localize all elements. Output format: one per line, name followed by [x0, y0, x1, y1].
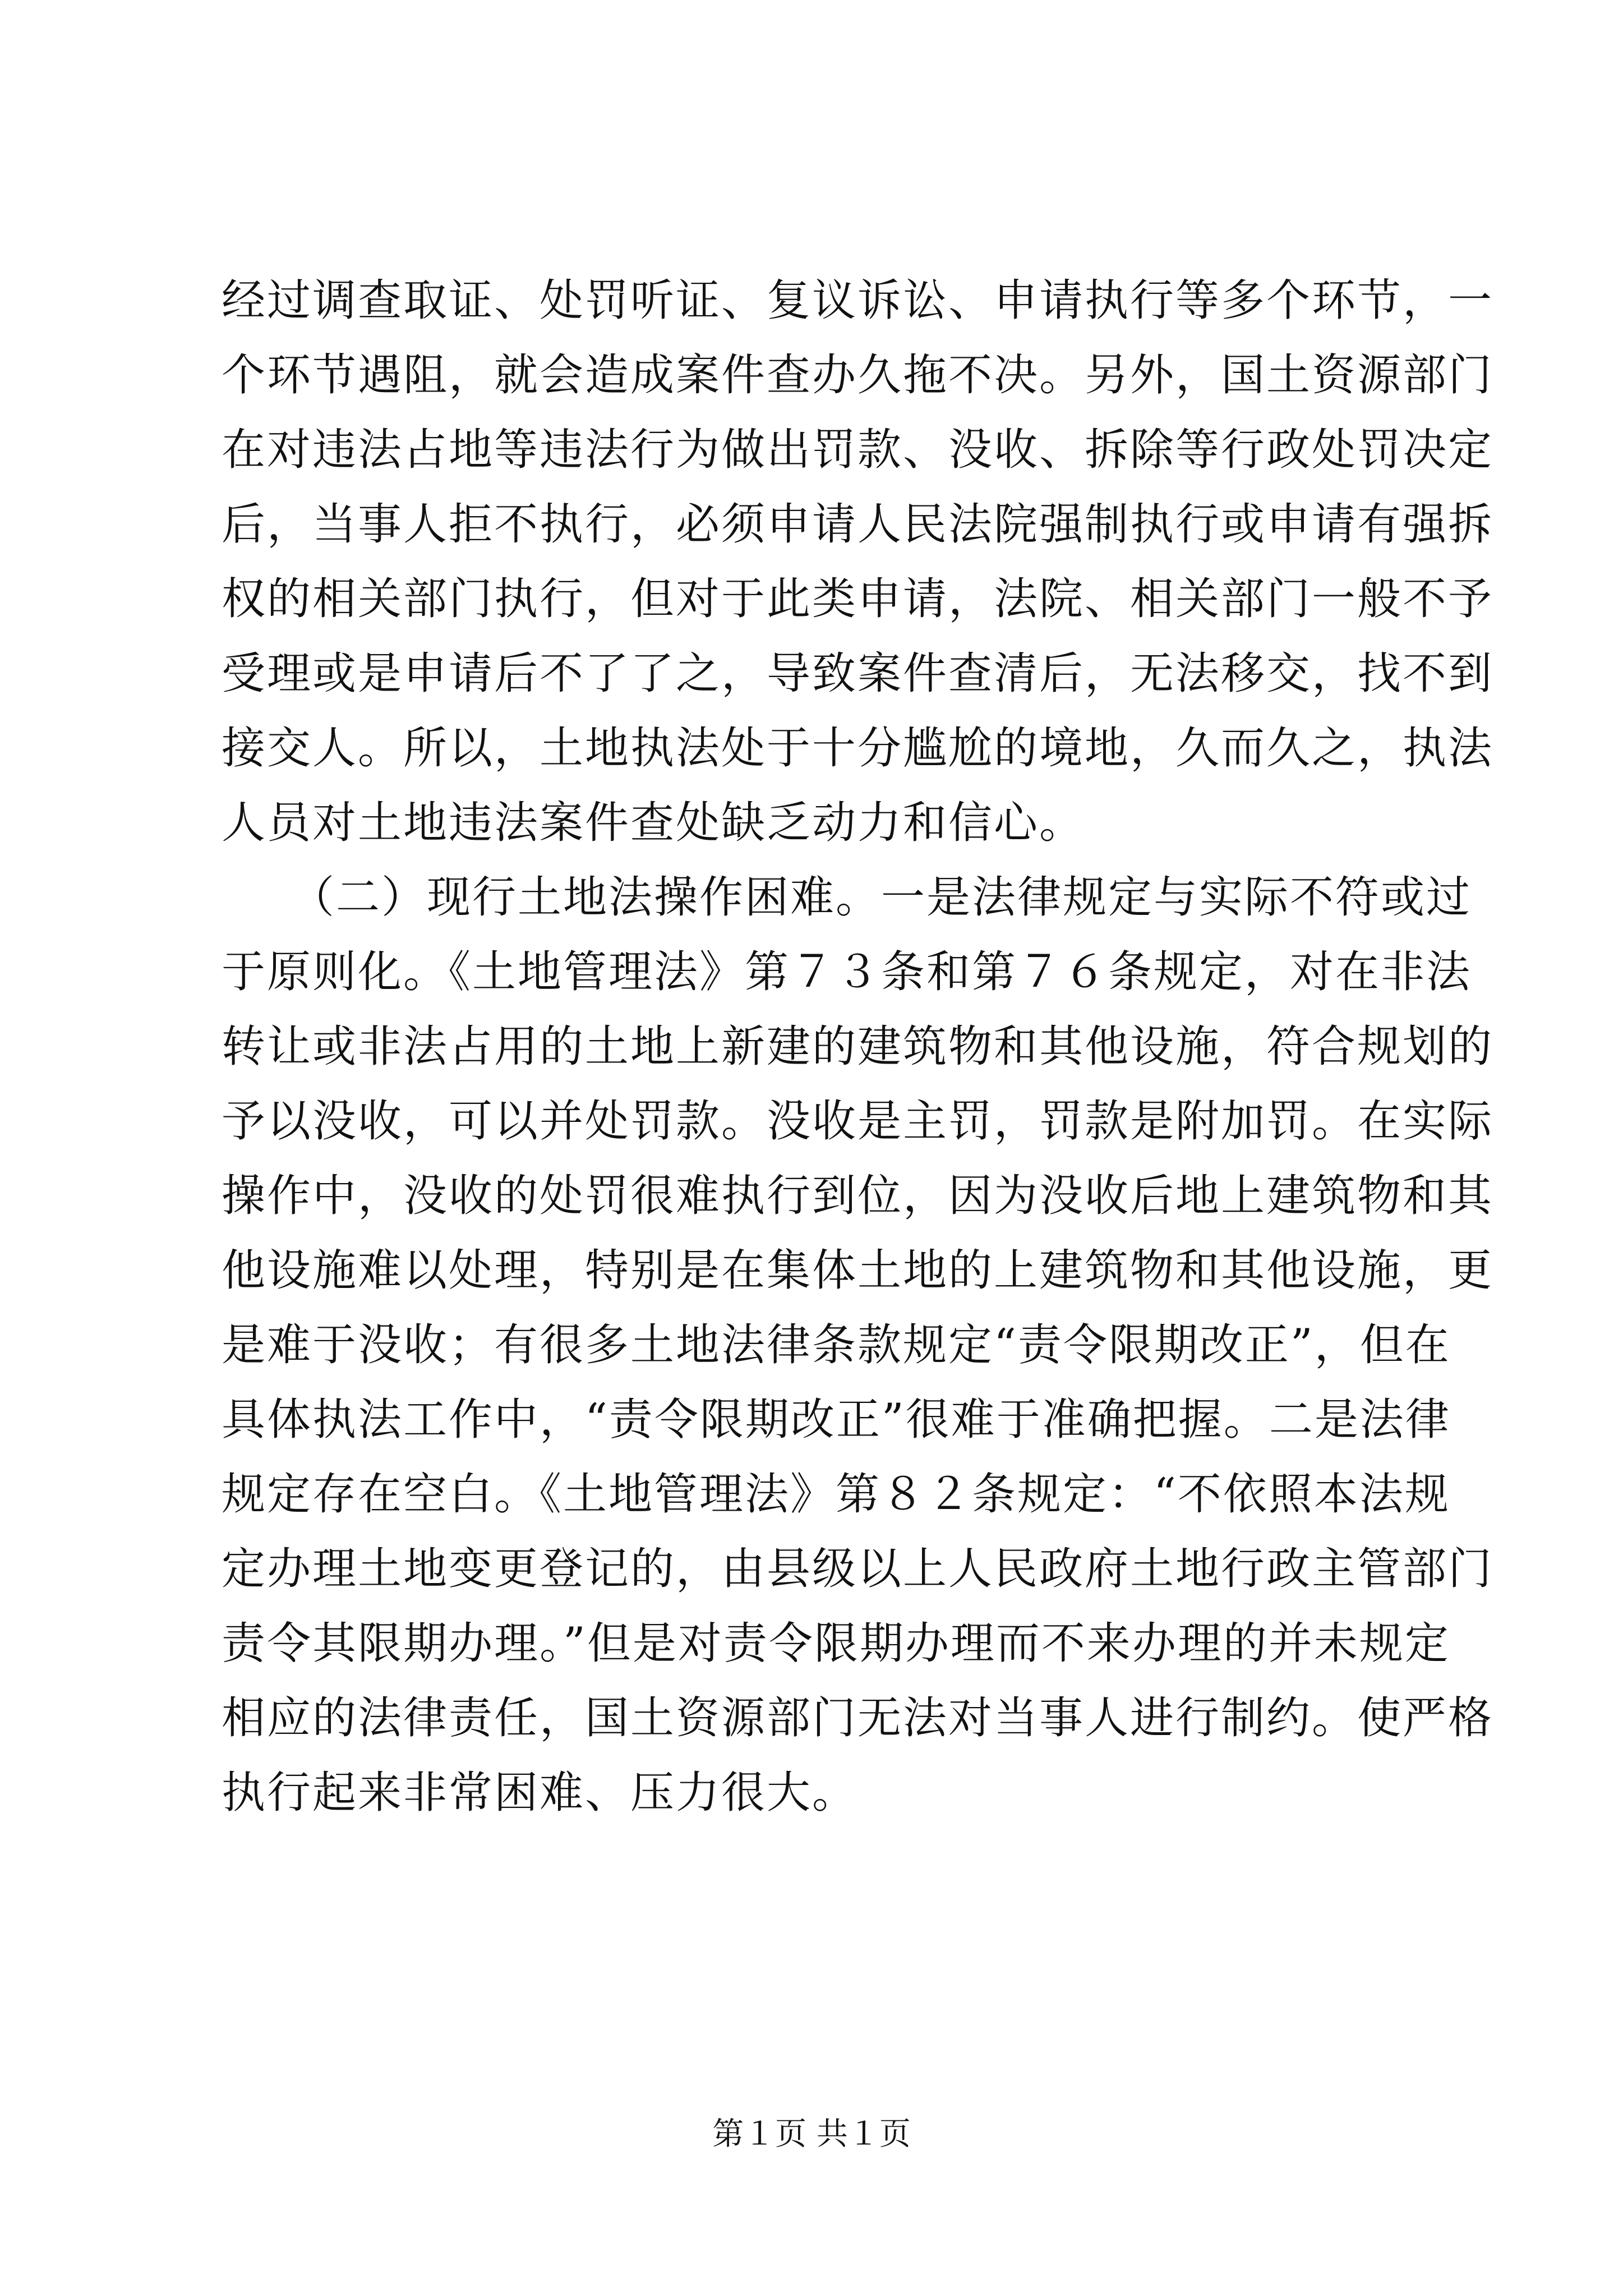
page-number-label: 第１页 共１页 [712, 2116, 911, 2152]
body-text [222, 264, 1494, 1830]
text-line: 执行起来非常困难、压力很大。 [222, 1768, 858, 1818]
text-line: 操作中，没收的处罚很难执行到位，因为没收后地上建筑物和其 [222, 1171, 1494, 1221]
text-line: 后，当事人拒不执行，必须申请人民法院强制执行或申请有强拆 [222, 499, 1494, 550]
text-line: 经过调查取证、处罚听证、复议诉讼、申请执行等多个环节，一 [222, 275, 1494, 326]
text-line: 予以没收，可以并处罚款。没收是主罚，罚款是附加罚。在实际 [222, 1096, 1494, 1147]
text-line: 受理或是申请后不了了之，导致案件查清后，无法移交，找不到 [222, 648, 1494, 699]
text-line: 于原则化。《土地管理法》第７３条和第７６条规定，对在非法 [222, 947, 1472, 997]
text-line: 责令其限期办理。”但是对责令限期办理而不来办理的并未规定 [222, 1618, 1450, 1669]
text-line: 转让或非法占用的土地上新建的建筑物和其他设施，符合规划的 [222, 1022, 1494, 1072]
text-line: 权的相关部门执行，但对于此类申请，法院、相关部门一般不予 [222, 574, 1494, 624]
text-line: 接交人。所以，土地执法处于十分尴尬的境地，久而久之，执法 [222, 723, 1494, 774]
text-line: 他设施难以处理，特别是在集体土地的上建筑物和其他设施，更 [222, 1245, 1494, 1296]
text-line: 具体执法工作中，“责令限期改正”很难于准确把握。二是法律 [222, 1395, 1451, 1445]
page-footer [0, 2115, 1623, 2154]
text-line: 定办理土地变更登记的，由县级以上人民政府土地行政主管部门 [222, 1544, 1494, 1594]
text-line: 在对违法占地等违法行为做出罚款、没收、拆除等行政处罚决定 [222, 425, 1494, 475]
text-line: 人员对土地违法案件查处缺乏动力和信心。 [222, 798, 1085, 848]
text-line: （二）现行土地法操作困难。一是法律规定与实际不符或过 [222, 872, 1472, 923]
text-line: 相应的法律责任，国土资源部门无法对当事人进行制约。使严格 [222, 1693, 1494, 1743]
text-line: 规定存在空白。《土地管理法》第８２条规定：“不依照本法规 [222, 1469, 1450, 1520]
text-line: 是难于没收；有很多土地法律条款规定“责令限期改正”，但在 [222, 1320, 1451, 1370]
text-line: 个环节遇阻，就会造成案件查办久拖不决。另外，国土资源部门 [222, 350, 1494, 401]
